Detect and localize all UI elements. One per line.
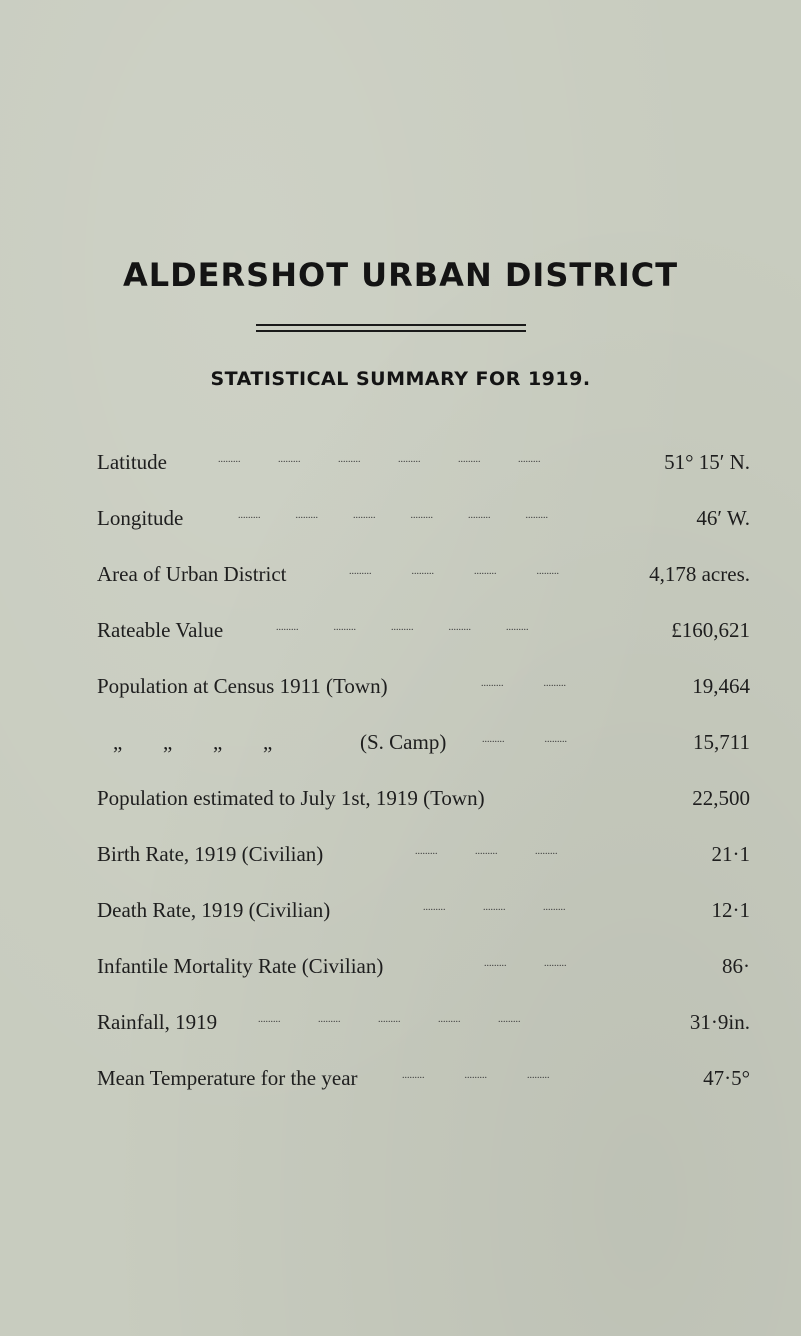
- row-label: Population estimated to July 1st, 1919 (Town): [97, 786, 485, 810]
- leader-dots: ......... .........: [482, 734, 567, 745]
- summary-row-rainfall: [97, 1006, 750, 1038]
- title-underline-bottom: [256, 330, 526, 332]
- summary-row-area: [97, 558, 750, 590]
- row-label: Area of Urban District: [97, 562, 287, 586]
- row-value: 19,464: [692, 674, 750, 698]
- summary-row-death-rate: [97, 894, 750, 926]
- row-value: 21·1: [711, 842, 750, 866]
- row-label: Latitude: [97, 450, 167, 474]
- row-value: 31·9in.: [689, 1010, 750, 1034]
- leader-dots: ......... ......... .........: [415, 846, 558, 857]
- row-label: Longitude: [97, 506, 184, 530]
- leader-dots: ......... .........: [484, 958, 567, 969]
- row-value: 12·1: [711, 898, 750, 922]
- row-value: 51° 15′ N.: [664, 450, 750, 474]
- row-label: Infantile Mortality Rate (Civilian): [97, 954, 384, 978]
- summary-row-mean-temperature: [97, 1062, 750, 1094]
- leader-dots: ......... ......... ......... ......... ......... .........: [238, 510, 548, 521]
- document-title: ALDERSHOT URBAN DISTRICT: [122, 256, 679, 294]
- row-label: Mean Temperature for the year: [97, 1066, 358, 1090]
- summary-row-census-camp: [97, 726, 750, 758]
- title-underline-top: [256, 324, 526, 326]
- ditto-mark: „: [113, 730, 123, 754]
- leader-dots: ......... ......... .........: [423, 902, 566, 913]
- summary-row-population-estimate: [97, 782, 750, 814]
- leader-dots: ......... ......... .........: [402, 1070, 550, 1081]
- row-label: (S. Camp): [360, 730, 447, 754]
- row-value: 47·5°: [703, 1066, 750, 1090]
- ditto-mark: „: [263, 730, 273, 754]
- ditto-mark: „: [163, 730, 173, 754]
- row-label: Death Rate, 1919 (Civilian): [97, 898, 331, 922]
- row-value: 15,711: [693, 730, 750, 754]
- leader-dots: ......... .........: [481, 678, 566, 689]
- leader-dots: ......... ......... ......... .........: [349, 566, 559, 577]
- row-value: 86·: [722, 954, 750, 978]
- document-subtitle: STATISTICAL SUMMARY FOR 1919.: [210, 368, 591, 390]
- row-label: Population at Census 1911 (Town): [97, 674, 388, 698]
- row-label: Rainfall, 1919: [97, 1010, 218, 1034]
- summary-row-birth-rate: [97, 838, 750, 870]
- row-value: 46′ W.: [696, 506, 750, 530]
- summary-row-infantile-mortality: [97, 950, 750, 982]
- leader-dots: ......... ......... ......... ......... .........: [276, 622, 529, 633]
- summary-row-census-town: [97, 670, 750, 702]
- leader-dots: ......... ......... ......... ......... .........: [258, 1014, 521, 1025]
- row-value: 22,500: [692, 786, 750, 810]
- leader-dots: ......... ......... ......... ......... ......... .........: [218, 454, 541, 465]
- summary-row-rateable-value: [97, 614, 750, 646]
- row-label: Birth Rate, 1919 (Civilian): [97, 842, 324, 866]
- row-label: Rateable Value: [97, 618, 224, 642]
- row-value: 4,178 acres.: [649, 562, 750, 586]
- row-value: £160,621: [671, 618, 750, 642]
- ditto-mark: „: [213, 730, 223, 754]
- summary-row-longitude: [97, 502, 750, 534]
- summary-row-latitude: [97, 446, 750, 478]
